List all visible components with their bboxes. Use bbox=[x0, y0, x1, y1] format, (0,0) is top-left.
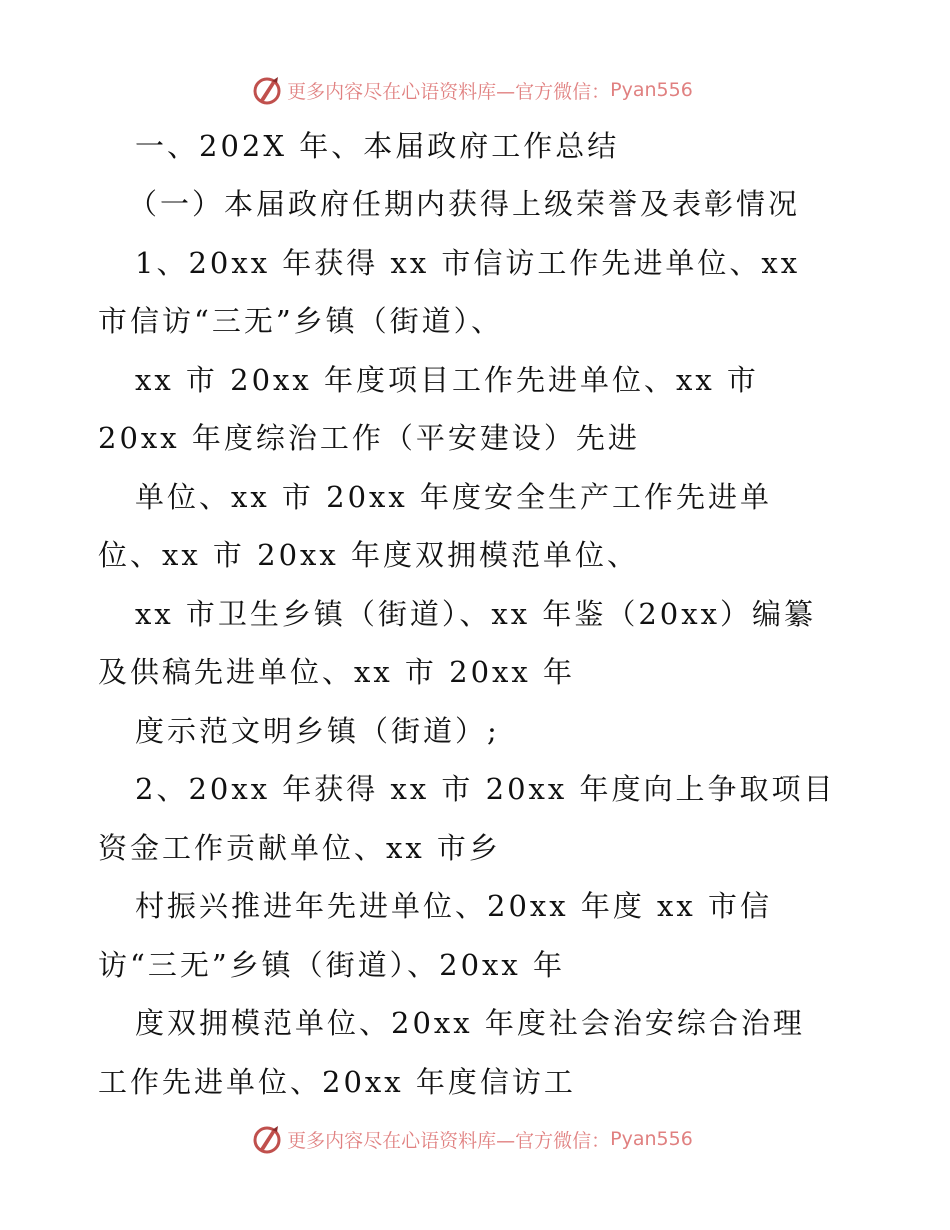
paragraph-line: xx 市卫生乡镇（街道）、xx 年鉴（20xx）编纂 bbox=[135, 597, 816, 631]
paragraph-line: 及供稿先进单位、xx 市 20xx 年 bbox=[98, 655, 575, 689]
watermark-header bbox=[0, 72, 950, 108]
paragraph-line: 资金工作贡献单位、xx 市乡 bbox=[98, 831, 501, 865]
paragraph-line: 2、20xx 年获得 xx 市 20xx 年度向上争取项目 bbox=[135, 772, 836, 806]
paragraph-line: 单位、xx 市 20xx 年度安全生产工作先进单 bbox=[135, 480, 772, 514]
paragraph-line: 20xx 年度综治工作（平安建设）先进 bbox=[98, 421, 640, 455]
watermark-contact: Pyan556 bbox=[610, 1128, 693, 1150]
paragraph-line: 访“三无”乡镇（街道）、20xx 年 bbox=[98, 948, 565, 982]
paragraph-line: 位、xx 市 20xx 年度双拥模范单位、 bbox=[98, 538, 639, 572]
paragraph-line: 村振兴推进年先进单位、20xx 年度 xx 市信 bbox=[135, 889, 772, 923]
watermark-contact: Pyan556 bbox=[610, 79, 693, 101]
quill-pen-circle-icon bbox=[251, 74, 283, 106]
paragraph-line: 市信访“三无”乡镇（街道）、 bbox=[98, 304, 504, 338]
watermark-footer bbox=[0, 1121, 950, 1157]
paragraph-line: 度双拥模范单位、20xx 年度社会治安综合治理 bbox=[135, 1006, 805, 1040]
subsection-heading: （一）本届政府任期内获得上级荣誉及表彰情况 bbox=[128, 187, 801, 221]
watermark-text: 更多内容尽在心语资料库—官方微信： bbox=[287, 80, 611, 103]
paragraph-line: xx 市 20xx 年度项目工作先进单位、xx 市 bbox=[135, 363, 759, 397]
paragraph-line: 1、20xx 年获得 xx 市信访工作先进单位、xx bbox=[135, 246, 801, 280]
section-heading: 一、202X 年、本届政府工作总结 bbox=[135, 129, 620, 163]
paragraph-line: 度示范文明乡镇（街道）; bbox=[135, 714, 500, 748]
paragraph-line: 工作先进单位、20xx 年度信访工 bbox=[98, 1065, 576, 1099]
quill-pen-circle-icon bbox=[251, 1123, 283, 1155]
watermark-text: 更多内容尽在心语资料库—官方微信： bbox=[287, 1129, 611, 1152]
